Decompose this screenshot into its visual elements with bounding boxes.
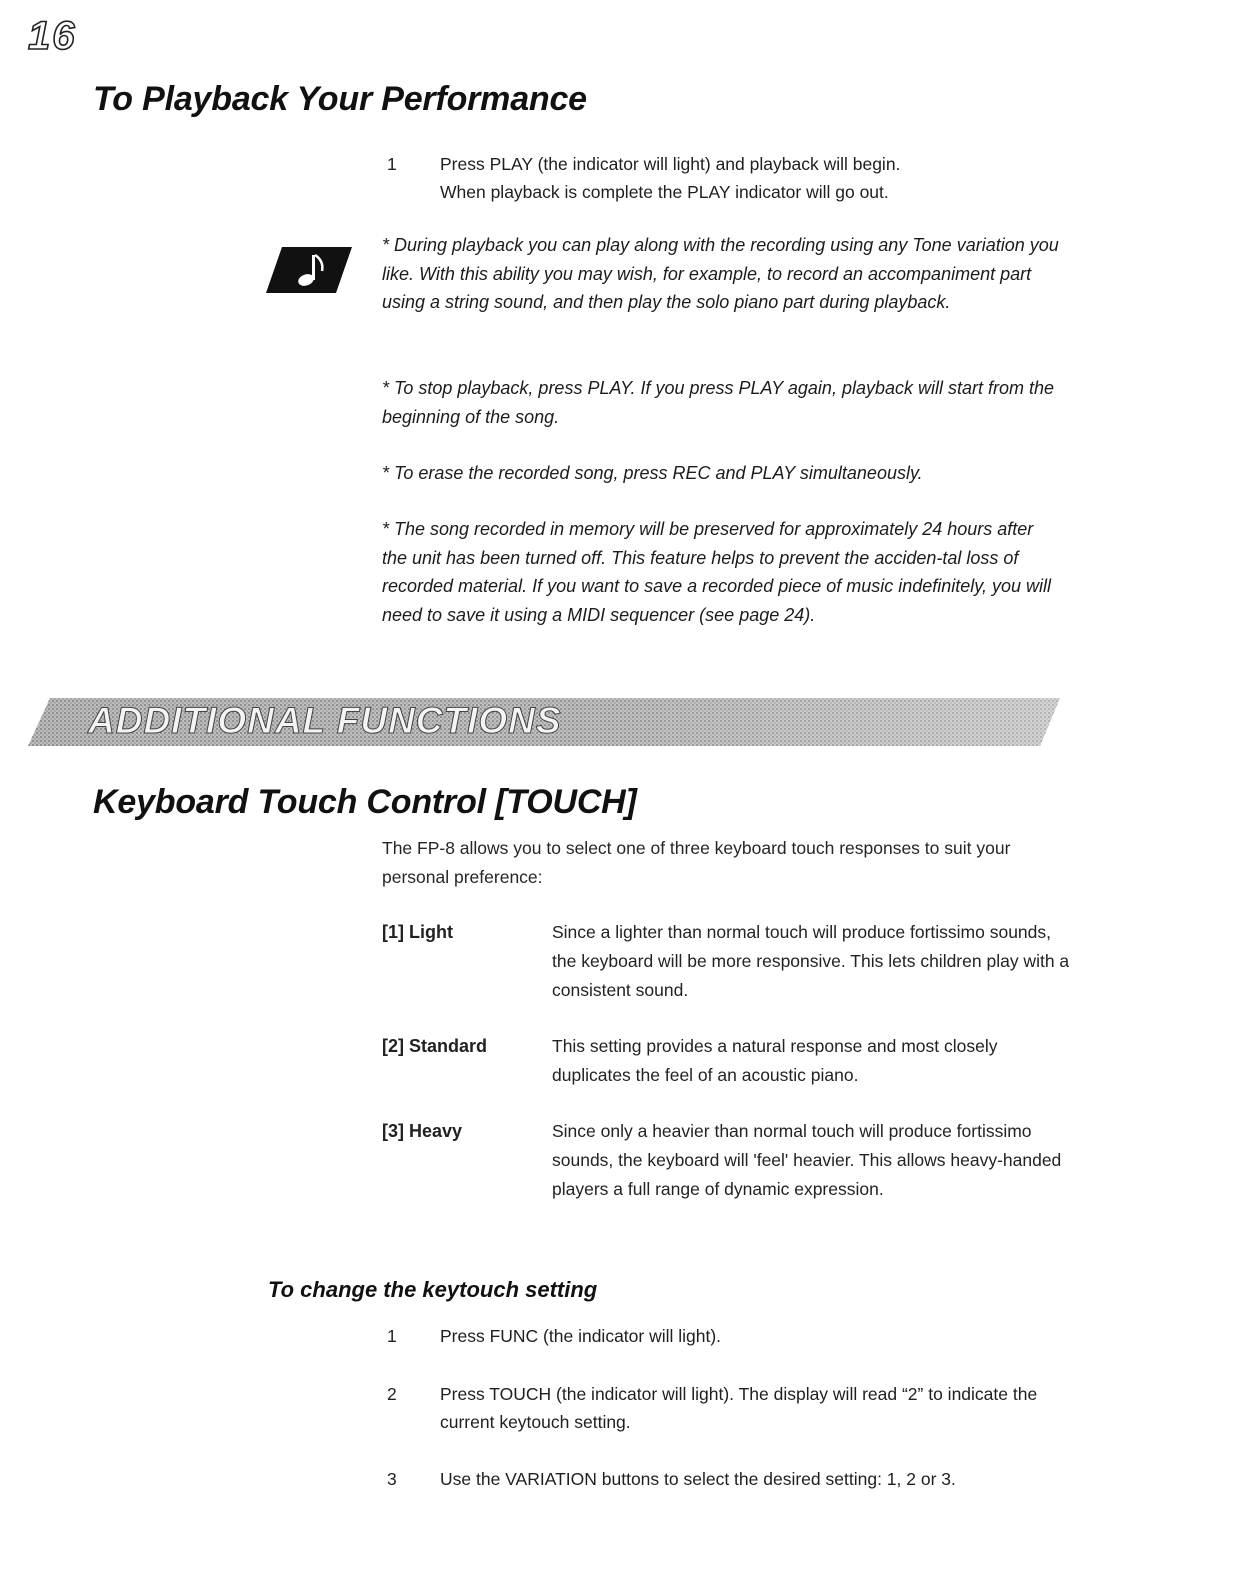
option-label-heavy: [3] Heavy [382, 1121, 463, 1141]
step-number: 3 [387, 1469, 397, 1489]
step-text: Press PLAY (the indicator will light) and playback will begin. When playback is complete the PLAY indicator will go out. [440, 154, 901, 202]
section-banner-title: ADDITIONAL FUNCTIONS [88, 700, 562, 741]
option-label-light: [1] Light [382, 922, 453, 942]
subheading-change-keytouch: To change the keytouch setting [268, 1277, 598, 1302]
option-desc-heavy: Since only a heavier than normal touch will produce fortissimo sounds, the keyboard will 'feel' heavier. This allows heavy-handed players a full range of dynamic expression. [552, 1121, 1062, 1199]
playback-note: * During playback you can play along with the recording using any Tone variation you like. With this ability you may wish, for example, to record an accompaniment part using a string sound, and then play the solo piano part during playback. [382, 235, 1059, 312]
touch-intro: The FP-8 allows you to select one of three keyboard touch responses to suit your personal preference: [382, 838, 1011, 887]
step-text: Press FUNC (the indicator will light). [440, 1326, 722, 1346]
option-label-standard: [2] Standard [382, 1036, 488, 1056]
step-text: Press TOUCH (the indicator will light). The display will read “2” to indicate the current keytouch setting. [440, 1384, 1038, 1432]
step-number: 2 [387, 1384, 397, 1404]
page-number: 16 [28, 14, 77, 58]
playback-note: * To erase the recorded song, press REC and PLAY simultaneously. [382, 463, 923, 483]
option-desc-light: Since a lighter than normal touch will produce fortissimo sounds, the keyboard will be more responsive. This lets children play with a consistent sound. [552, 922, 1070, 1000]
section-heading-touch: Keyboard Touch Control [TOUCH] [93, 783, 637, 821]
section-heading-playback: To Playback Your Performance [93, 80, 587, 118]
step-number: 1 [387, 1326, 397, 1346]
music-note-icon [266, 247, 352, 293]
step-number: 1 [387, 154, 397, 174]
step-text: Use the VARIATION buttons to select the desired setting: 1, 2 or 3. [440, 1469, 956, 1489]
playback-note: * To stop playback, press PLAY. If you press PLAY again, playback will start from the beginning of the song. [382, 378, 1055, 427]
playback-note: * The song recorded in memory will be preserved for approximately 24 hours after the unit has been turned off. This feature helps to prevent the acciden-tal loss of recorded material. If you want to save a recorded piece of music indefinitely, you will need to save it using a MIDI sequencer (see page 24). [382, 519, 1051, 625]
option-desc-standard: This setting provides a natural response and most closely duplicates the feel of an acoustic piano. [552, 1036, 998, 1085]
